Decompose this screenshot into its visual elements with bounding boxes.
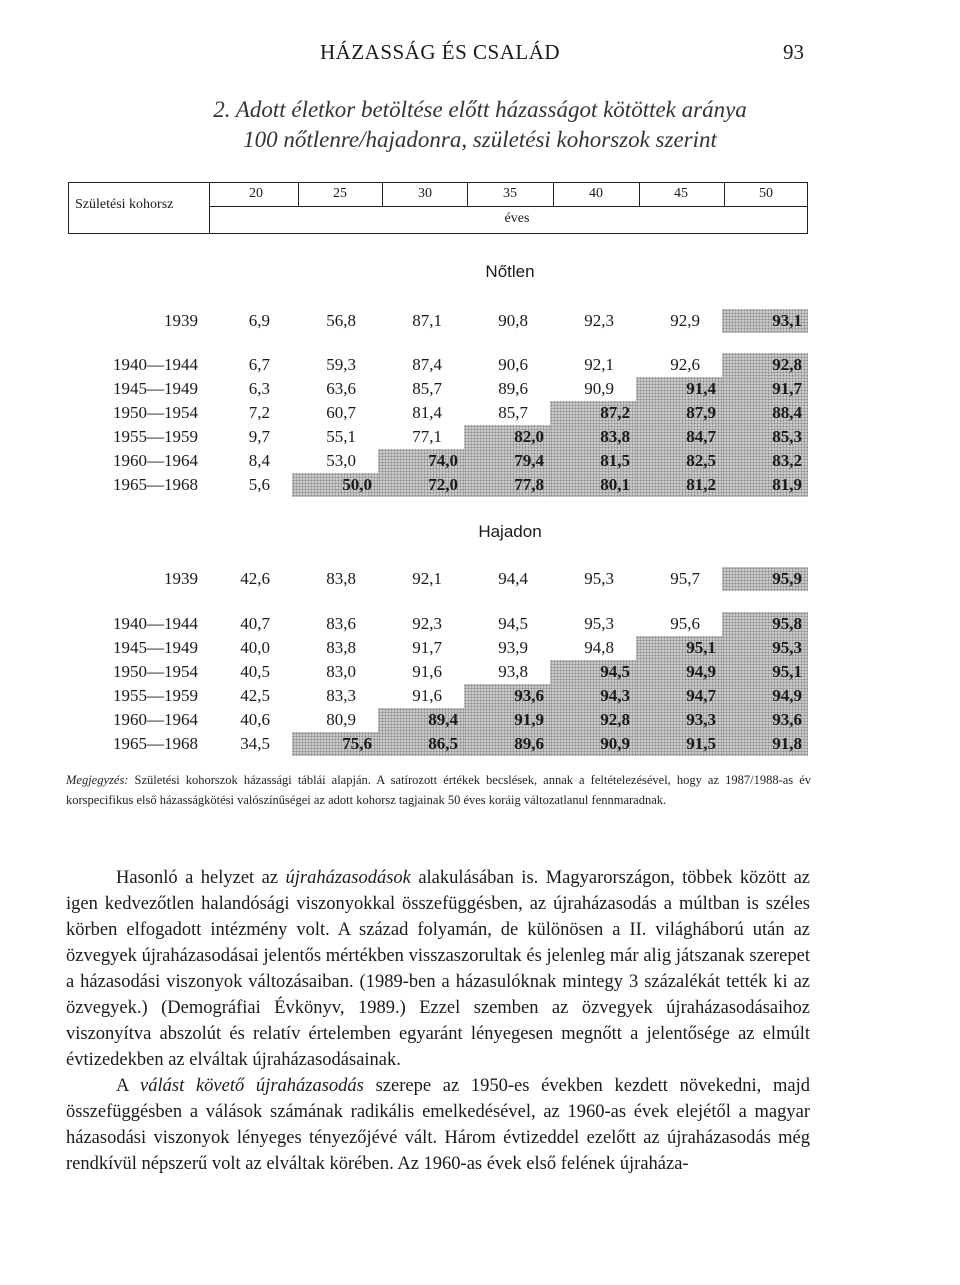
value-cell: 92,1 — [412, 569, 442, 588]
emphasis: újraházasodások — [285, 868, 411, 888]
value-cell: 83,3 — [326, 686, 356, 705]
value-cell: 94,5 — [498, 614, 528, 633]
value-cell: 93,8 — [498, 662, 528, 681]
value-cell-estimated: 93,6 — [722, 708, 808, 732]
table-row — [0, 567, 960, 591]
header-divider — [724, 183, 725, 206]
age-header: 50 — [759, 186, 773, 201]
value-cell: 80,9 — [326, 710, 356, 729]
table-title-line-1: 2. Adott életkor betöltése előtt házasságot kötöttek aránya — [213, 97, 747, 122]
value-cell-estimated: 95,1 — [722, 660, 808, 684]
value-cell-estimated: 50,0 — [292, 473, 378, 497]
header-divider — [382, 183, 383, 206]
value-cell: 83,0 — [326, 662, 356, 681]
cohort-cell: 1955—1959 — [113, 686, 198, 705]
value-cell-estimated: 72,0 — [378, 473, 464, 497]
value-cell-estimated: 81,5 — [550, 449, 636, 473]
paragraph — [66, 1073, 810, 1177]
age-header: 35 — [503, 186, 517, 201]
table-row — [0, 612, 960, 636]
value-cell: 91,6 — [412, 662, 442, 681]
table-row — [0, 425, 960, 449]
value-cell-estimated: 88,4 — [722, 401, 808, 425]
value-cell: 92,6 — [670, 355, 700, 374]
value-cell: 6,7 — [248, 355, 270, 374]
value-cell: 90,9 — [584, 379, 614, 398]
value-cell-estimated: 90,9 — [550, 732, 636, 756]
value-cell-estimated: 93,3 — [636, 708, 722, 732]
value-cell-estimated: 91,8 — [722, 732, 808, 756]
value-cell: 91,6 — [412, 686, 442, 705]
cohort-cell: 1950—1954 — [113, 403, 198, 422]
age-header: 30 — [418, 186, 432, 201]
value-cell-estimated: 87,9 — [636, 401, 722, 425]
value-cell: 87,4 — [412, 355, 442, 374]
table-row — [0, 353, 960, 377]
value-cell-estimated: 75,6 — [292, 732, 378, 756]
cohort-cell: 1939 — [164, 569, 198, 588]
text-run: szerepe az 1950-es években kezdett növekedni, majd összefüggésben a válások számának radikális emelkedésével, az 1960-as évek elejétől a magyar házasodási viszonyok lényeges tényezőjévé vált. Három évtizeddel ezelőtt az újraházasodás még rendkívül népszerű volt az elváltak körében. Az 1960-as évek első felének újraháza- — [66, 1076, 810, 1174]
value-cell: 83,6 — [326, 614, 356, 633]
value-cell-estimated: 95,3 — [722, 636, 808, 660]
header-divider — [639, 183, 640, 206]
value-cell: 85,7 — [412, 379, 442, 398]
cohort-header: Születési kohorsz — [75, 197, 174, 212]
table-row — [0, 309, 960, 333]
table-title — [0, 95, 960, 155]
cohort-cell: 1960—1964 — [113, 451, 198, 470]
value-cell-estimated: 94,9 — [722, 684, 808, 708]
value-cell: 83,8 — [326, 569, 356, 588]
page-number: 93 — [783, 40, 804, 64]
emphasis: válást követő újraházasodás — [140, 1076, 364, 1096]
running-title: HÁZASSÁG ÉS CSALÁD — [320, 40, 561, 64]
header-divider — [209, 183, 210, 233]
value-cell: 95,6 — [670, 614, 700, 633]
value-cell-estimated: 83,2 — [722, 449, 808, 473]
cohort-cell: 1950—1954 — [113, 662, 198, 681]
value-cell: 5,6 — [248, 475, 270, 494]
value-cell-estimated: 82,0 — [464, 425, 550, 449]
value-cell: 6,9 — [248, 311, 270, 330]
value-cell: 63,6 — [326, 379, 356, 398]
header-rule — [209, 206, 807, 207]
value-cell: 90,6 — [498, 355, 528, 374]
value-cell: 92,3 — [584, 311, 614, 330]
value-cell-estimated: 80,1 — [550, 473, 636, 497]
value-cell: 9,7 — [248, 427, 270, 446]
table-row — [0, 660, 960, 684]
table-row — [0, 449, 960, 473]
cohort-cell: 1940—1944 — [113, 355, 198, 374]
value-cell: 92,9 — [670, 311, 700, 330]
value-cell: 95,3 — [584, 614, 614, 633]
value-cell: 87,1 — [412, 311, 442, 330]
age-header: 20 — [249, 186, 263, 201]
value-cell: 8,4 — [248, 451, 270, 470]
table-row — [0, 684, 960, 708]
table-header — [68, 182, 808, 234]
value-cell: 42,6 — [240, 569, 270, 588]
value-cell-estimated: 95,1 — [636, 636, 722, 660]
value-cell: 60,7 — [326, 403, 356, 422]
cohort-cell: 1939 — [164, 311, 198, 330]
value-cell: 40,0 — [240, 638, 270, 657]
value-cell-estimated: 93,1 — [722, 309, 808, 333]
value-cell: 93,9 — [498, 638, 528, 657]
value-cell: 42,5 — [240, 686, 270, 705]
value-cell-estimated: 84,7 — [636, 425, 722, 449]
value-cell: 40,5 — [240, 662, 270, 681]
value-cell-estimated: 82,5 — [636, 449, 722, 473]
value-cell: 53,0 — [326, 451, 356, 470]
table-note — [66, 770, 811, 810]
value-cell-estimated: 74,0 — [378, 449, 464, 473]
value-cell-estimated: 94,5 — [550, 660, 636, 684]
age-unit: éves — [504, 211, 530, 226]
value-cell: 85,7 — [498, 403, 528, 422]
value-cell-estimated: 92,8 — [722, 353, 808, 377]
cohort-cell: 1965—1968 — [113, 734, 198, 753]
value-cell-estimated: 94,7 — [636, 684, 722, 708]
value-cell: 94,4 — [498, 569, 528, 588]
cohort-cell: 1945—1949 — [113, 379, 198, 398]
table-row — [0, 636, 960, 660]
value-cell: 92,1 — [584, 355, 614, 374]
value-cell-estimated: 91,7 — [722, 377, 808, 401]
value-cell-estimated: 83,8 — [550, 425, 636, 449]
value-cell: 59,3 — [326, 355, 356, 374]
section-label-notlen: Nőtlen — [485, 262, 535, 281]
note-label: Megjegyzés: — [66, 773, 129, 787]
value-cell: 83,8 — [326, 638, 356, 657]
table-title-line-2: 100 nőtlenre/hajadonra, születési kohorszok szerint — [243, 127, 717, 152]
value-cell: 91,7 — [412, 638, 442, 657]
value-cell: 77,1 — [412, 427, 442, 446]
header-divider — [553, 183, 554, 206]
value-cell: 95,7 — [670, 569, 700, 588]
value-cell-estimated: 91,9 — [464, 708, 550, 732]
table-row — [0, 708, 960, 732]
value-cell-estimated: 92,8 — [550, 708, 636, 732]
running-head — [0, 40, 960, 70]
text-run: Hasonló a helyzet az — [116, 868, 286, 888]
value-cell-estimated: 91,5 — [636, 732, 722, 756]
value-cell-estimated: 94,3 — [550, 684, 636, 708]
age-header: 25 — [333, 186, 347, 201]
value-cell-estimated: 77,8 — [464, 473, 550, 497]
value-cell-estimated: 95,8 — [722, 612, 808, 636]
value-cell-estimated: 89,6 — [464, 732, 550, 756]
value-cell: 7,2 — [248, 403, 270, 422]
value-cell-estimated: 89,4 — [378, 708, 464, 732]
value-cell: 94,8 — [584, 638, 614, 657]
value-cell-estimated: 86,5 — [378, 732, 464, 756]
table-row — [0, 401, 960, 425]
cohort-cell: 1960—1964 — [113, 710, 198, 729]
section-label-hajadon: Hajadon — [478, 522, 542, 541]
value-cell-estimated: 91,4 — [636, 377, 722, 401]
value-cell: 92,3 — [412, 614, 442, 633]
cohort-cell: 1940—1944 — [113, 614, 198, 633]
text-run: A — [116, 1076, 141, 1096]
age-header: 40 — [589, 186, 603, 201]
value-cell: 56,8 — [326, 311, 356, 330]
value-cell-estimated: 87,2 — [550, 401, 636, 425]
value-cell: 55,1 — [326, 427, 356, 446]
value-cell: 81,4 — [412, 403, 442, 422]
value-cell: 40,7 — [240, 614, 270, 633]
cohort-cell: 1955—1959 — [113, 427, 198, 446]
value-cell-estimated: 81,9 — [722, 473, 808, 497]
cohort-cell: 1965—1968 — [113, 475, 198, 494]
text-run: alakulásában is. Magyarországon, többek között az igen kedvezőtlen halandósági viszonyokkal összefüggésben, az újraházasodás a múltban is széles körben elfogadott intézmény volt. A század folyamán, de különösen a II. világháború után az özvegyek újraházasodásai jelentős mértékben visszaszorultak és jelenleg már alig játszanak szerepet a házasodási viszonyok változásaiban. (1989-ben a házasulóknak mintegy 3 százalékát tették ki az özvegyek.) (Demográfiai Évkönyv, 1989.) Ezzel szemben az özvegyek újraházasodásaihoz viszonyítva abszolút és relatív értelemben egyaránt lényegesen megnőtt a jelentősége az elmúlt évtizedekben az elváltak újraházasodásainak. — [66, 868, 810, 1070]
value-cell: 34,5 — [240, 734, 270, 753]
value-cell-estimated: 81,2 — [636, 473, 722, 497]
value-cell: 40,6 — [240, 710, 270, 729]
age-header: 45 — [674, 186, 688, 201]
value-cell: 6,3 — [248, 379, 270, 398]
value-cell-estimated: 95,9 — [722, 567, 808, 591]
body-text — [66, 865, 810, 1177]
paragraph — [66, 865, 810, 1073]
value-cell-estimated: 79,4 — [464, 449, 550, 473]
header-divider — [467, 183, 468, 206]
header-divider — [298, 183, 299, 206]
cohort-cell: 1945—1949 — [113, 638, 198, 657]
table-row — [0, 732, 960, 756]
value-cell-estimated: 93,6 — [464, 684, 550, 708]
value-cell-estimated: 94,9 — [636, 660, 722, 684]
value-cell: 90,8 — [498, 311, 528, 330]
value-cell-estimated: 85,3 — [722, 425, 808, 449]
table-row — [0, 473, 960, 497]
table-row — [0, 377, 960, 401]
value-cell: 89,6 — [498, 379, 528, 398]
note-text: Születési kohorszok házassági táblái alapján. A satírozott értékek becslések, annak a feltételezésével, hogy az 1987/1988-as év korspecifikus első házasságkötési valószínűségei az adott kohorsz tagjainak 50 éves koráig változatlanul fennmaradnak. — [66, 773, 811, 807]
value-cell: 95,3 — [584, 569, 614, 588]
